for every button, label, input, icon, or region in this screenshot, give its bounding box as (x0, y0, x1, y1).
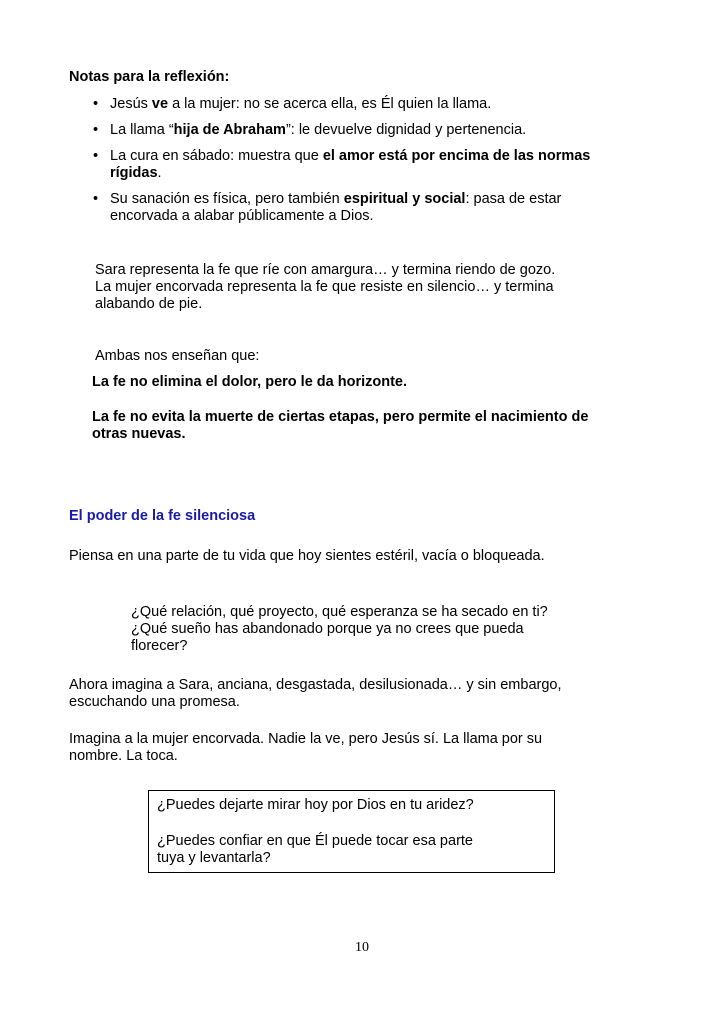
list-item: • La llama “hija de Abraham”: le devuelve dignidad y pertenencia. (93, 122, 527, 138)
callout-box (148, 790, 555, 873)
imagine-woman-paragraph: Imagina a la mujer encorvada. Nadie la ve, pero Jesús sí. La llama por su nombre. La toca. (69, 731, 543, 764)
page-number: 10 (355, 940, 369, 955)
notes-title: Notas para la reflexión: (69, 69, 230, 85)
bullet-icon: • (93, 148, 99, 164)
reflection-questions: ¿Qué relación, qué proyecto, qué esperanza se ha secado en ti? ¿Qué sueño has abandonado porque ya no crees que pueda florecer? (131, 604, 548, 654)
reflection-paragraph: Sara representa la fe que ríe con amargura… y termina riendo de gozo. La mujer encorvada representa la fe que resiste en silencio… y termina alabando de pie. (95, 262, 556, 312)
faith-statement: La fe no evita la muerte de ciertas etapas, pero permite el nacimiento de otras nuevas. (92, 409, 589, 442)
notes-list (92, 96, 652, 234)
bullet-icon: • (93, 96, 99, 112)
callout-question: ¿Puedes confiar en que Él puede tocar esa parte tuya y levantarla? (157, 833, 473, 866)
ambas-text: Ambas nos enseñan que: (95, 348, 260, 364)
prompt-paragraph: Piensa en una parte de tu vida que hoy sientes estéril, vacía o bloqueada. (69, 548, 545, 564)
faith-statement: La fe no elimina el dolor, pero le da horizonte. (92, 374, 408, 390)
list-item: • Jesús ve a la mujer: no se acerca ella, es Él quien la llama. (93, 96, 492, 112)
bullet-icon: • (93, 191, 99, 207)
list-item: • La cura en sábado: muestra que el amor está por encima de las normas rígidas. (93, 148, 591, 181)
bullet-icon: • (93, 122, 99, 138)
imagine-sara-paragraph: Ahora imagina a Sara, anciana, desgastada, desilusionada… y sin embargo, escuchando una promesa. (69, 677, 562, 710)
list-item: • Su sanación es física, pero también espiritual y social: pasa de estar encorvada a alabar públicamente a Dios. (93, 191, 562, 224)
callout-question: ¿Puedes dejarte mirar hoy por Dios en tu aridez? (157, 797, 474, 813)
section-title: El poder de la fe silenciosa (69, 508, 256, 524)
